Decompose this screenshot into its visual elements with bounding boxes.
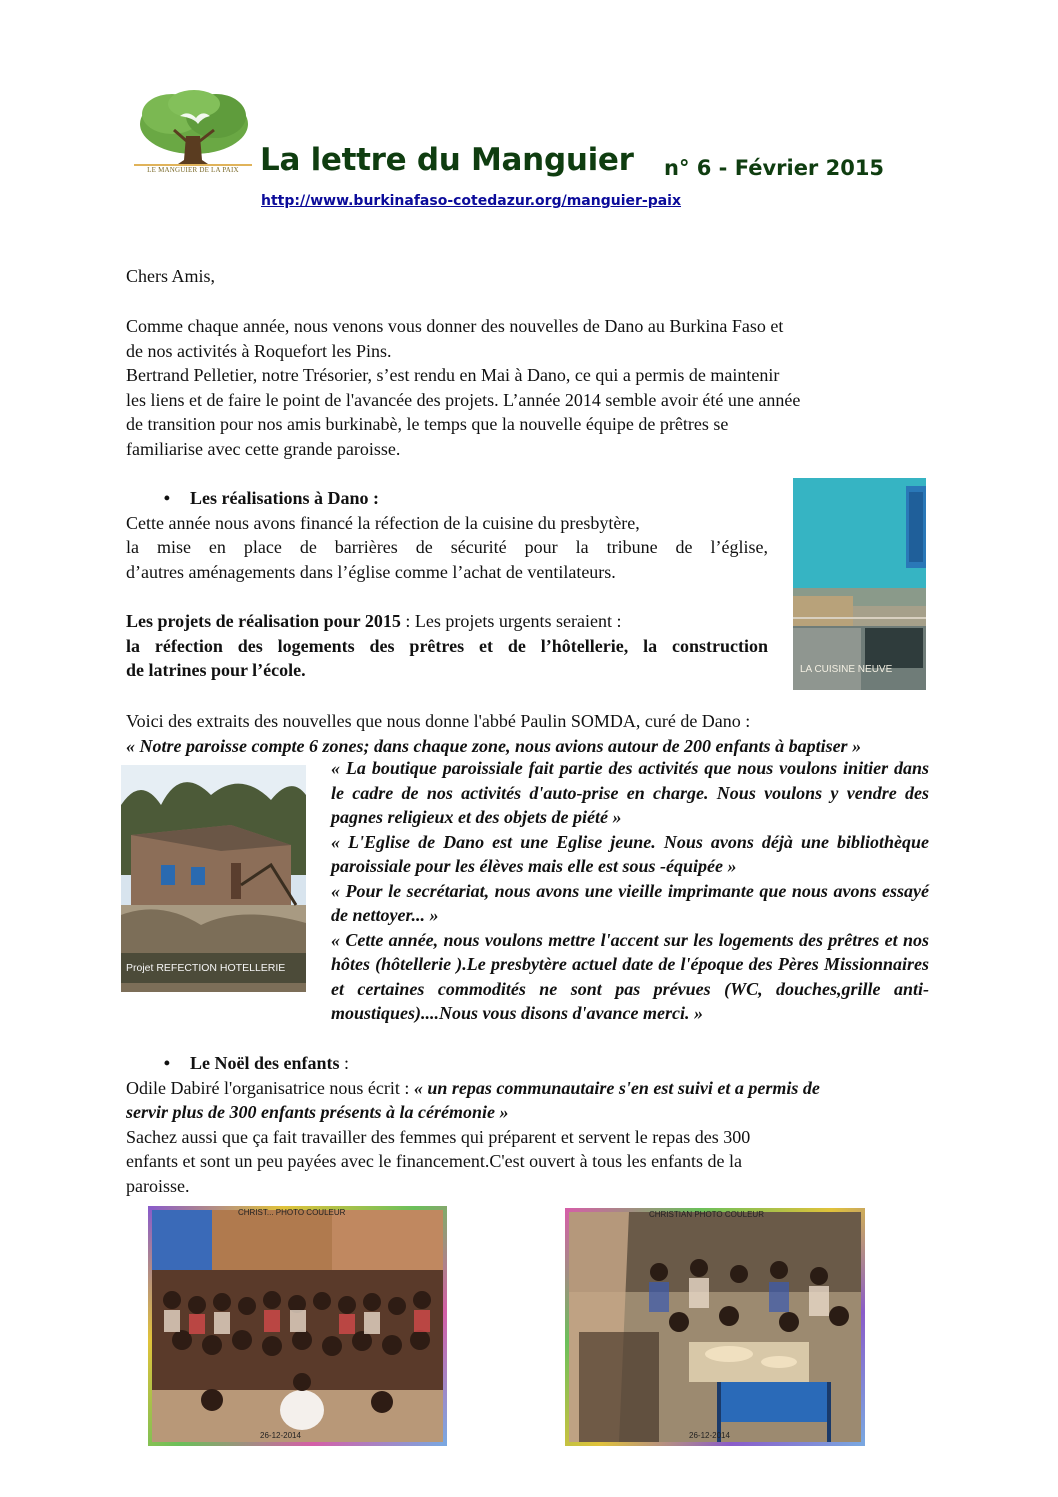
kitchen-photo (793, 478, 926, 690)
intro-line: Comme chaque année, nous venons vous donner des nouvelles de Dano au Burkina Faso et (126, 316, 784, 336)
body-line: la mise en place de barrières de sécurité pour la tribune de l’église, (126, 537, 768, 557)
quote-eglise: « L'Eglise de Dano est une Eglise jeune. Nous avons déjà une bibliothèque paroissiale pour les élèves mais elle est sous -équipée » (331, 831, 929, 876)
intro-line: de nos activités à Roquefort les Pins. (126, 340, 392, 361)
intro-line: Bertrand Pelletier, notre Trésorier, s’est rendu en Mai à Dano, ce qui a permis de maintenir (126, 365, 780, 385)
section-noel (126, 1051, 938, 1198)
body-line: Cette année nous avons financé la réfection de la cuisine du presbytère, (126, 512, 640, 533)
section-heading-row (126, 1051, 938, 1076)
projets-bold-line: la réfection des logements des prêtres et de l’hôtellerie, la construction (126, 635, 768, 656)
greeting: Chers Amis, (126, 266, 216, 286)
website-link[interactable]: http://www.burkinafaso-cotedazur.org/manguier-paix (261, 193, 682, 209)
photo-stamp-bottom: 26-12-2014 (689, 1431, 730, 1440)
body-line: d’autres aménagements dans l’église comme l’achat de ventilateurs. (126, 561, 616, 582)
section-heading-row (126, 486, 768, 511)
voici-line: Voici des extraits des nouvelles que nous donne l'abbé Paulin SOMDA, curé de Dano : (126, 711, 751, 731)
projets-lead: Les projets de réalisation pour 2015 (126, 611, 401, 631)
photo-stamp-bottom: 26-12-2014 (260, 1431, 301, 1440)
noel-photo-meal (565, 1208, 865, 1446)
voici-quote: « Notre paroisse compte 6 zones; dans chaque zone, nous avions autour de 200 enfants à baptiser » (126, 735, 862, 756)
intro-line: de transition pour nos amis burkinabè, le temps que la nouvelle équipe de prêtres se (126, 414, 729, 434)
community-meal-image (569, 1212, 861, 1442)
section-heading: Les réalisations à Dano : (190, 488, 379, 508)
noel-intro: Odile Dabiré l'organisatrice nous écrit : (126, 1077, 414, 1098)
body-line: Sachez aussi que ça fait travailler des femmes qui préparent et servent le repas des 300 (126, 1126, 751, 1147)
noel-quote-end: servir plus de 300 enfants présents à la cérémonie » (126, 1102, 509, 1122)
quote-boutique: « La boutique paroissiale fait partie des activités que nous voulons initier dans le cadre de nos activités d'auto-prise en charge. Nous voulons y vendre des pagnes religieux et des objets de piété » (331, 758, 929, 827)
bullet-icon: • (163, 488, 170, 508)
issue-number: n° 6 - Février 2015 (664, 156, 885, 180)
section-heading: Le Noël des enfants (190, 1053, 340, 1073)
section-realisations (126, 486, 768, 584)
hotellerie-photo (121, 765, 306, 992)
quote-logements: « Cette année, nous voulons mettre l'accent sur les logements des prêtres et nos hôtes (hôtellerie ).Le presbytère actuel date de l'époque des Pères Missionnaires et certaines commodités ne sont pas prévues (WC, douches,grille anti-moustiques)....Nous vous disons d'avance merci. » (331, 929, 929, 1023)
body-line: enfants et sont un peu payées avec le financement.C'est ouvert à tous les enfants de la (126, 1151, 743, 1171)
bullet-icon: • (163, 1053, 170, 1073)
children-crowd-image (152, 1210, 443, 1442)
manguier-logo (134, 86, 252, 178)
section-projets (126, 609, 768, 683)
projets-bold-line: de latrines pour l’école. (126, 660, 306, 680)
kitchen-photo-caption: LA CUISINE NEUVE (800, 664, 893, 675)
logo-caption: LE MANGUIER DE LA PAIX (147, 166, 239, 174)
noel-quote-start: « un repas communautaire s'en est suivi et a permis de (413, 1077, 820, 1098)
intro-line: les liens et de faire le point de l'avancée des projets. L’année 2014 semble avoir été une année (126, 389, 801, 410)
intro-paragraph (126, 314, 936, 461)
hotellerie-photo-caption: Projet REFECTION HOTELLERIE (126, 962, 286, 974)
quotes-column (331, 756, 929, 1026)
newsletter-title: La lettre du Manguier (260, 142, 634, 178)
photo-stamp-top: CHRISTIAN PHOTO COULEUR (649, 1210, 764, 1219)
photo-stamp-top: CHRIST... PHOTO COULEUR (238, 1208, 346, 1217)
voici-paragraph (126, 709, 932, 758)
intro-line: familiarise avec cette grande paroisse. (126, 438, 401, 459)
quote-secretariat: « Pour le secrétariat, nous avons une vieille imprimante que nous avons essayé de nettoyer... » (331, 880, 929, 925)
noel-photo-group (148, 1206, 447, 1446)
section-heading-suffix: : (339, 1053, 350, 1073)
body-line: paroisse. (126, 1175, 190, 1196)
projets-lead-rest: : Les projets urgents seraient : (400, 611, 622, 631)
